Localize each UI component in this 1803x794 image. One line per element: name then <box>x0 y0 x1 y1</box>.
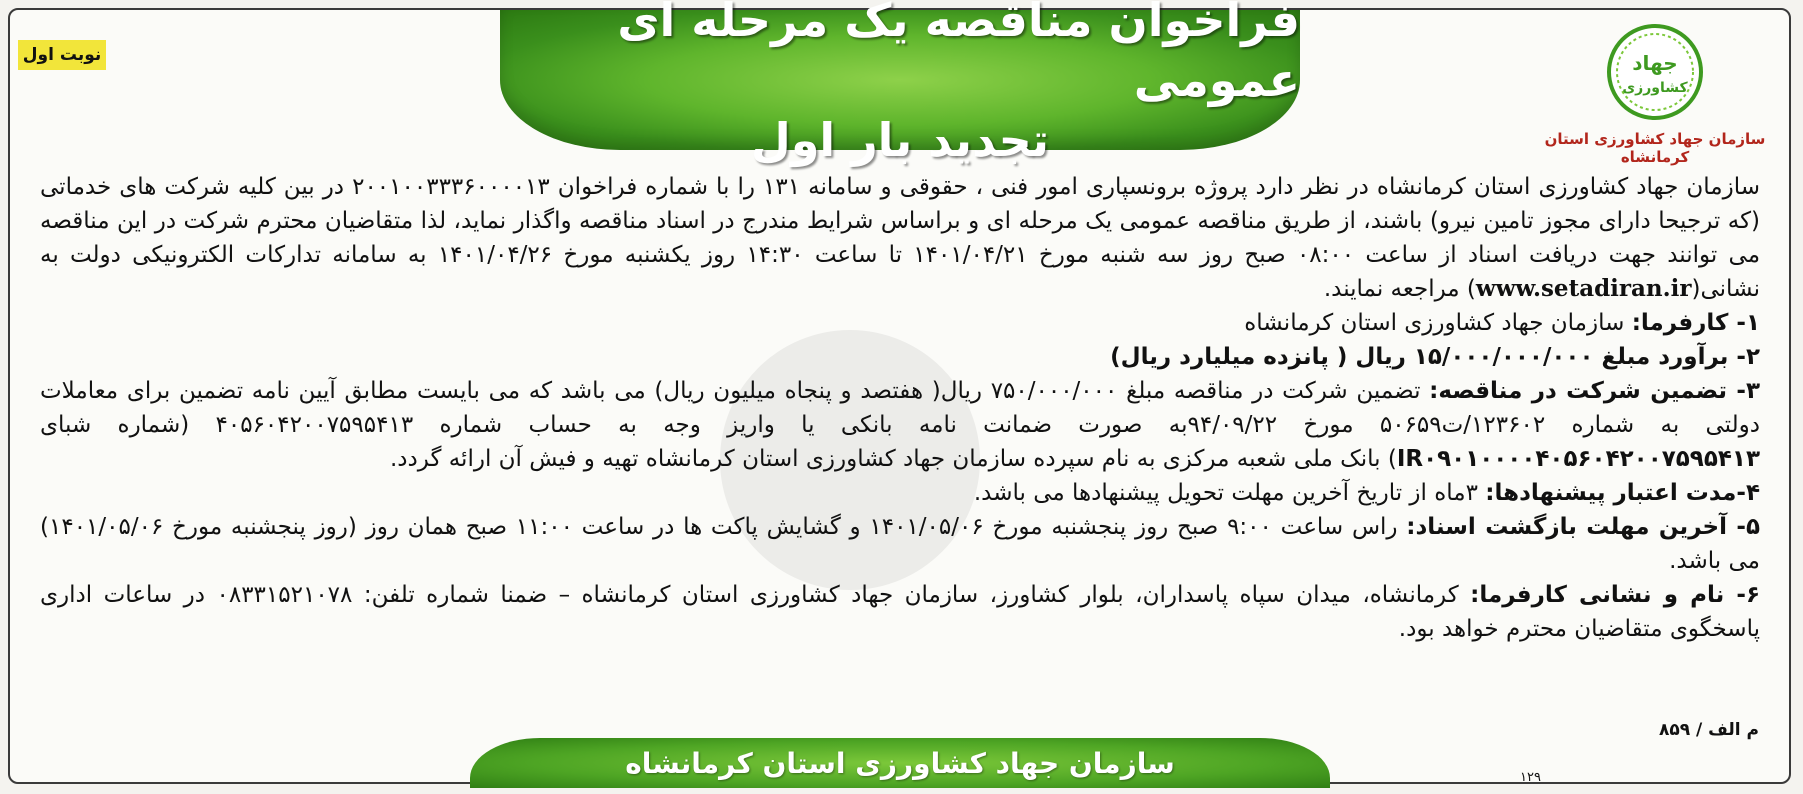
item-2-label: ۲- برآورد مبلغ ۱۵/۰۰۰/۰۰۰/۰۰۰ ریال ( پانزده میلیارد ریال) <box>1110 344 1760 370</box>
intro-text-1: سازمان جهاد کشاورزی استان کرمانشاه در نظر دارد پروژه برونسپاری امور فنی ، حقوقی و سامانه ۱۳۱ را با شماره فراخوان ۲۰۰۱۰۰۳۳۳۶۰۰۰۰۱۳ در بین کلیه شرکت های خدماتی (که ترجیحا دارای مجوز تامین نیرو) باشند، از طریق مناقصه عمومی یک مرحله ای و براساس شرایط مندرج در اسناد مناقصه واگذار نماید، لذا متقاضیان محترم شرکت در این مناقصه می توانند جهت دریافت اسناد از ساعت ۰۸:۰۰ صبح روز سه شنبه مورخ ۱۴۰۱/۰۴/۲۱ تا ساعت ۱۴:۳۰ روز یکشنبه مورخ ۱۴۰۱/۰۴/۲۶ به سامانه تدارکات الکترونیکی دولت به نشانی( <box>40 174 1761 302</box>
reference-number: م الف / ۸۵۹ <box>1658 720 1759 740</box>
website-link[interactable]: www.setadiran.ir <box>1475 275 1692 302</box>
title-banner <box>500 0 1300 167</box>
item-2 <box>40 340 1760 374</box>
intro-text-2: ) مراجعه نمایند. <box>1323 276 1476 302</box>
item-3-iban: IR۰۹۰۱۰۰۰۰۴۰۵۶۰۴۲۰۰۷۵۹۵۴۱۳ <box>1396 446 1760 472</box>
intro-paragraph <box>40 170 1760 306</box>
item-6-value: کرمانشاه، میدان سپاه پاسداران، بلوار کشاورز، سازمان جهاد کشاورزی استان کرمانشاه – ضمنا شماره تلفن: ۰۸۳۳۱۵۲۱۰۷۸ در ساعات اداری پاسخگوی متقاضیان محترم خواهد بود. <box>40 582 1760 642</box>
item-5-label: ۵- آخرین مهلت بازگشت اسناد: <box>1406 514 1760 540</box>
item-1-label: ۱- کارفرما: <box>1631 310 1760 336</box>
jahad-logo-icon <box>1605 22 1705 122</box>
item-6-label: ۶- نام و نشانی کارفرما: <box>1470 582 1760 608</box>
item-5-value: راس ساعت ۹:۰۰ صبح روز پنجشنبه مورخ ۱۴۰۱/۰۵/۰۶ و گشایش پاکت ها در ساعت ۱۱:۰۰ صبح همان روز (روز پنجشنبه مورخ ۱۴۰۱/۰۵/۰۶) می باشد. <box>40 514 1760 574</box>
item-3-label: ۳- تضمین شرکت در مناقصه: <box>1429 378 1760 404</box>
logo-text-top: جهاد <box>1632 51 1678 75</box>
organization-logo-block <box>1535 22 1775 166</box>
item-3-value-b: ) بانک ملی شعبه مرکزی به نام سپرده سازمان جهاد کشاورزی استان کرمانشاه تهیه و فیش آن ارائه گردد. <box>389 446 1397 472</box>
title-line-1: فراخوان مناقصه یک مرحله ای عمومی <box>617 0 1300 107</box>
item-5 <box>40 510 1760 578</box>
notice-body <box>40 170 1760 646</box>
logo-caption: سازمان جهاد کشاورزی استان کرمانشاه <box>1544 130 1766 166</box>
item-3 <box>40 374 1760 476</box>
round-badge: نوبت اول <box>18 40 106 70</box>
title-line-2: تجدید بار اول <box>750 113 1050 167</box>
logo-emblem <box>1605 22 1705 122</box>
item-4-value: ۳ماه از تاریخ آخرین مهلت تحویل پیشنهادها می باشد. <box>973 480 1486 506</box>
item-4 <box>40 476 1760 510</box>
page-number: ۱۲۹ <box>1520 770 1541 785</box>
item-6 <box>40 578 1760 646</box>
footer-banner <box>470 738 1330 788</box>
logo-text-bottom: کشاورزی <box>1622 80 1688 96</box>
item-3-value-a: تضمین شرکت در مناقصه مبلغ ۷۵۰/۰۰۰/۰۰۰ ریال( هفتصد و پنجاه میلیون ریال) می باشد که می بایست مطابق آیین نامه تضمین برای معاملات دولتی به شماره ۱۲۳۶۰۲/ت۵۰۶۵۹ مورخ ۹۴/۰۹/۲۲به صورت ضمانت نامه بانکی یا واریز وجه به حساب شماره ۴۰۵۶۰۴۲۰۰۷۵۹۵۴۱۳ (شماره شبای <box>40 378 1760 438</box>
item-1 <box>40 306 1760 340</box>
item-1-value: سازمان جهاد کشاورزی استان کرمانشاه <box>1244 310 1632 336</box>
footer-banner-text: سازمان جهاد کشاورزی استان کرمانشاه <box>625 746 1175 780</box>
item-4-label: ۴-مدت اعتبار پیشنهادها: <box>1485 480 1760 506</box>
